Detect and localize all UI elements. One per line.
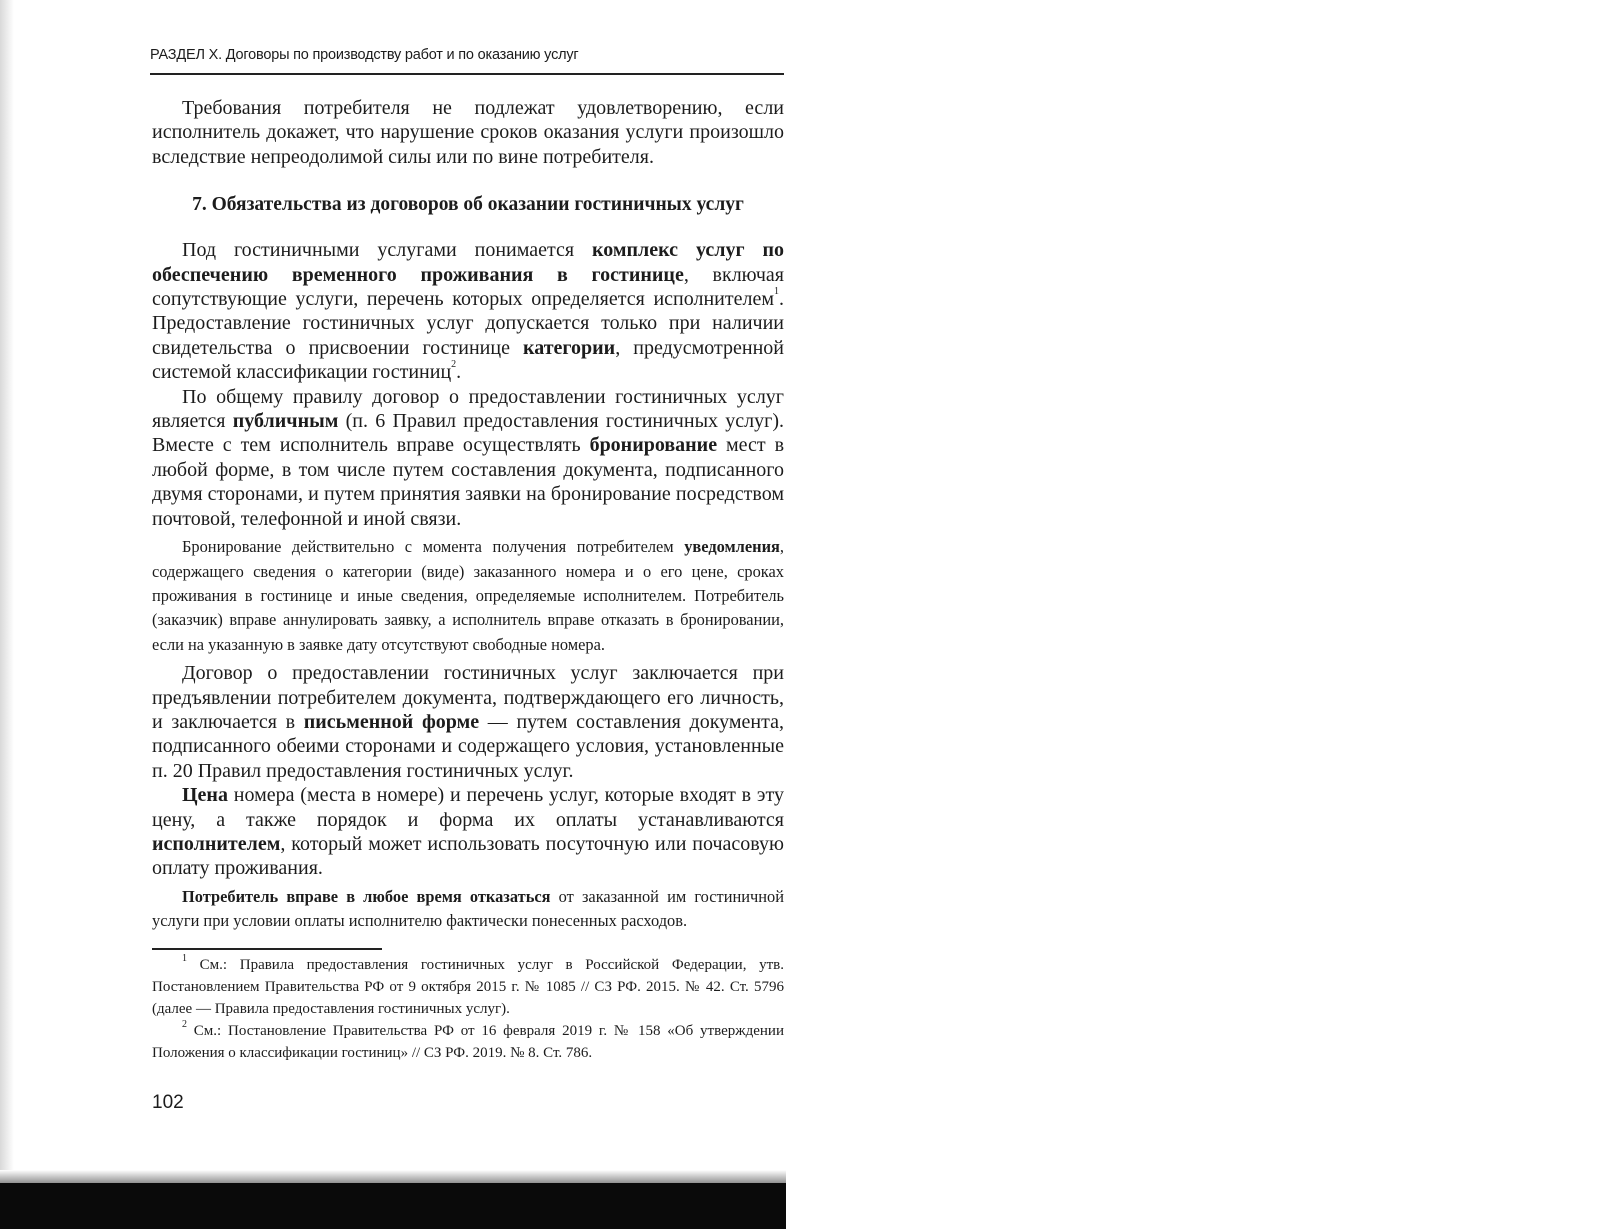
scan-bottom-edge — [0, 1183, 786, 1229]
bold-term: исполнителем — [152, 832, 281, 855]
running-head: РАЗДЕЛ X. Договоры по производству работ и по оказанию услуг — [150, 47, 579, 63]
bold-term: комплекс услуг по обеспечению временного проживания в гостинице — [152, 239, 784, 286]
footnote-1: $^1$ См.: Правила предоставления гостиничных услуг в Российской Федерации, утв. Постановлением Правительства РФ от 9 октября 2015 г. № 1085 // СЗ РФ. 2015. № 42. Ст. 5796 (далее — Правила предоставления гостиничных услуг). — [152, 952, 784, 1017]
paragraph-5: Договор о предоставлении гостиничных услуг заключается при предъявлении потребителем документа, подтверждающего его личность, и заключается в письменной форме — путем составления документа, подписанного обеими сторонами и содержащего условия, установленные п. 20 Правил предоставления гостиничных услуг. — [152, 662, 784, 782]
bold-term: бронирование — [589, 434, 718, 457]
footnote-ref-1: 1 — [774, 286, 779, 298]
footnote-2: $^2$ См.: Постановление Правительства РФ от 16 февраля 2019 г. № 158 «Об утверждении Положения о классификации гостиниц» // СЗ РФ. 2019. № 8. Ст. 786. — [152, 1018, 784, 1061]
paragraph-4: Бронирование действительно с момента получения потребителем уведомления, содержащего сведения о категории (виде) заказанного номера и о его цене, сроках проживания в гостинице и иные сведения, определяемые исполнителем. Потребитель (заказчик) вправе аннулировать заявку, а исполнитель вправе отказать в бронировании, если на указанную в заявке дату отсутствуют свободные номера. — [152, 537, 784, 654]
bold-term: уведомления — [684, 537, 780, 557]
bold-term: письменной форме — [303, 710, 480, 733]
bold-term: Цена — [182, 784, 228, 807]
paragraph-7: Потребитель вправе в любое время отказаться от заказанной им гостиничной услуги при условии оплаты исполнителю фактически понесенных расходов. — [152, 886, 784, 931]
footnote-rule — [152, 948, 382, 950]
scan-bottom-fade — [0, 1170, 786, 1184]
footnote-mark: 1 — [182, 952, 187, 964]
bold-term: категории — [523, 336, 616, 359]
scan-left-shadow — [0, 0, 14, 1229]
bold-term: публичным — [232, 410, 339, 433]
paragraph-1: Требования потребителя не подлежат удовлетворению, если исполнитель докажет, что нарушение сроков оказания услуги произошло вследствие непреодолимой силы или по вине потребителя. — [152, 97, 784, 168]
footnote-ref-2: 2 — [451, 359, 457, 371]
paragraph-3: По общему правилу договор о предоставлении гостиничных услуг является публичным (п. 6 Правил предоставления гостиничных услуг). Вместе с тем исполнитель вправе осуществлять бронирование мест в любой форме, в том числе путем составления документа, подписанного двумя сторонами, и путем принятия заявки на бронирование посредством почтовой, телефонной и иной связи. — [152, 385, 785, 530]
header-rule — [150, 73, 784, 75]
section-title: 7. Обязательства из договоров об оказании гостиничных услуг — [192, 194, 744, 216]
paragraph-6: Цена номера (места в номере) и перечень услуг, которые входят в эту цену, а также порядок и форма их оплаты устанавливаются исполнителем, который может использовать посуточную или почасовую оплату проживания. — [152, 784, 784, 880]
book-page — [150, 40, 786, 1170]
body-text — [152, 96, 784, 1064]
footnote-mark: 2 — [182, 1018, 187, 1030]
paragraph-2: Под гостиничными услугами понимается комплекс услуг по обеспечению временного проживания в гостинице, включая сопутствующие услуги, перечень которых определяется исполнителем$^1$. Предоставление гостиничных услуг допускается только при наличии свидетельства о присвоении гостинице категории, предусмотренной системой классификации гостиниц$^2$. — [152, 239, 784, 384]
page-number: 102 — [152, 1092, 184, 1113]
bold-term: Потребитель вправе в любое время отказаться — [182, 886, 551, 906]
